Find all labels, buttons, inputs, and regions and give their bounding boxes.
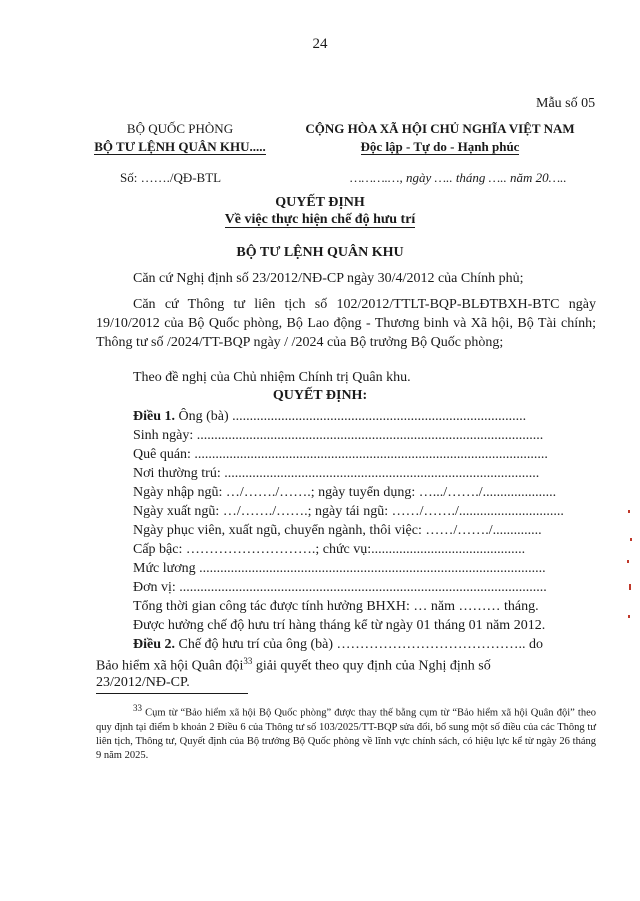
footnote-divider [96,693,248,694]
article2-line-2 [96,656,491,675]
document-title: QUYẾT ĐỊNH [275,195,365,210]
article1-demobilization-date: Ngày phục viên, xuất ngũ, chuyển ngành, thôi việc: ……/……./.............. [133,523,542,538]
article1-birth-date: Sinh ngày: ................................................................................................... [133,428,544,443]
article1-person: Ông (bà) .................................................................................... [178,409,527,424]
command-name-text: BỘ TƯ LỆNH QUÂN KHU..... [94,139,266,154]
article1-discharge-date: Ngày xuất ngũ: …/……./…….; ngày tái ngũ: ……/……./.............................. [133,504,564,519]
article1-rank-position: Cấp bậc: ……………………….; chức vụ:............................................ [133,542,526,557]
article1-hometown: Quê quán: ..................................................................................................... [133,447,548,462]
footnote [96,701,596,763]
article1-unit: Đơn vị: ......................................................................................................... [133,580,547,595]
article2-line-1 [133,637,543,653]
article2-text-1: Chế độ hưu trí của ông (bà) ………………………………….. do [178,637,544,652]
article1-pension-start: Được hưởng chế độ hưu trí hàng tháng kể từ ngày 01 tháng 01 năm 2012. [133,618,546,633]
decision-heading: QUYẾT ĐỊNH: [272,388,368,403]
command-name [70,139,290,155]
article1-label: Điều 1. [133,409,175,424]
date-line: ……….…, ngày ….. tháng ….. năm 20….. [350,170,567,185]
footnote-number: 33 [133,703,142,713]
basis-paragraph-1: Căn cứ Nghị định số 23/2012/NĐ-CP ngày 30/4/2012 của Chính phủ; [133,271,524,286]
country-name: CỘNG HÒA XÃ HỘI CHỦ NGHĨA VIỆT NAM [305,121,575,136]
basis-paragraph-2: Căn cứ Thông tư liên tịch số 102/2012/TTLT-BQP-BLĐTBXH-BTC ngày 19/10/2012 của Bộ Quốc phòng, Bộ Lao động - Thương binh và Xã hội, Bộ Tài chính; Thông tư số /2024/TT-BQP ngày / /2024 của Bộ trưởng Bộ Quốc phòng; [96,297,596,350]
basis-paragraph-3: Theo đề nghị của Chủ nhiệm Chính trị Quân khu. [133,370,411,385]
document-subject-text: Về việc thực hiện chế độ hưu trí [224,212,416,227]
scan-mark [628,510,630,513]
document-number: Số: ……./QĐ-BTL [120,170,222,185]
ministry-name: BỘ QUỐC PHÒNG [126,121,234,136]
article1-residence: Nơi thường trú: .......................................................................................... [133,466,540,481]
article2-label: Điều 2. [133,637,175,652]
scan-mark [628,615,630,618]
article1-enlistment-date: Ngày nhập ngũ: …/……./…….; ngày tuyển dụng: ….../……./..................... [133,485,557,500]
footnote-text: Cụm từ “Bảo hiểm xã hội Bộ Quốc phòng” được thay thế bằng cụm từ “Bảo hiểm xã hội Quân đội” theo quy định tại điểm b khoản 2 Điều 6 của Thông tư số 103/2025/TT-BQP sửa đổi, bổ sung một số điều của các Thông tư liên tịch, Thông tư, Quyết định của Bộ trưởng Bộ Quốc phòng về lĩnh vực chính sách, có hiệu lực kể từ ngày 26 tháng 9 năm 2025. [96,707,596,761]
document-subject [0,212,640,228]
article1-salary: Mức lương ................................................................................................... [133,561,546,576]
issuing-authority: BỘ TƯ LỆNH QUÂN KHU [236,245,404,260]
national-motto [280,139,600,155]
article1-service-time: Tổng thời gian công tác được tính hưởng BHXH: … năm ……… tháng. [133,599,539,614]
page-number: 24 [312,36,328,52]
scan-mark [630,538,632,541]
article2-text-2a: Bảo hiểm xã hội Quân đội [96,658,244,674]
article2-line-3: 23/2012/NĐ-CP. [96,675,190,690]
footnote-reference: 33 [243,656,253,666]
form-number: Mẫu số 05 [536,96,596,111]
national-motto-text: Độc lập - Tự do - Hạnh phúc [360,139,520,154]
article1-line-1 [133,409,526,425]
article2-text-2b: giải quyết theo quy định của Nghị định số [252,658,491,674]
scan-mark [629,584,631,590]
scan-mark [627,560,629,563]
